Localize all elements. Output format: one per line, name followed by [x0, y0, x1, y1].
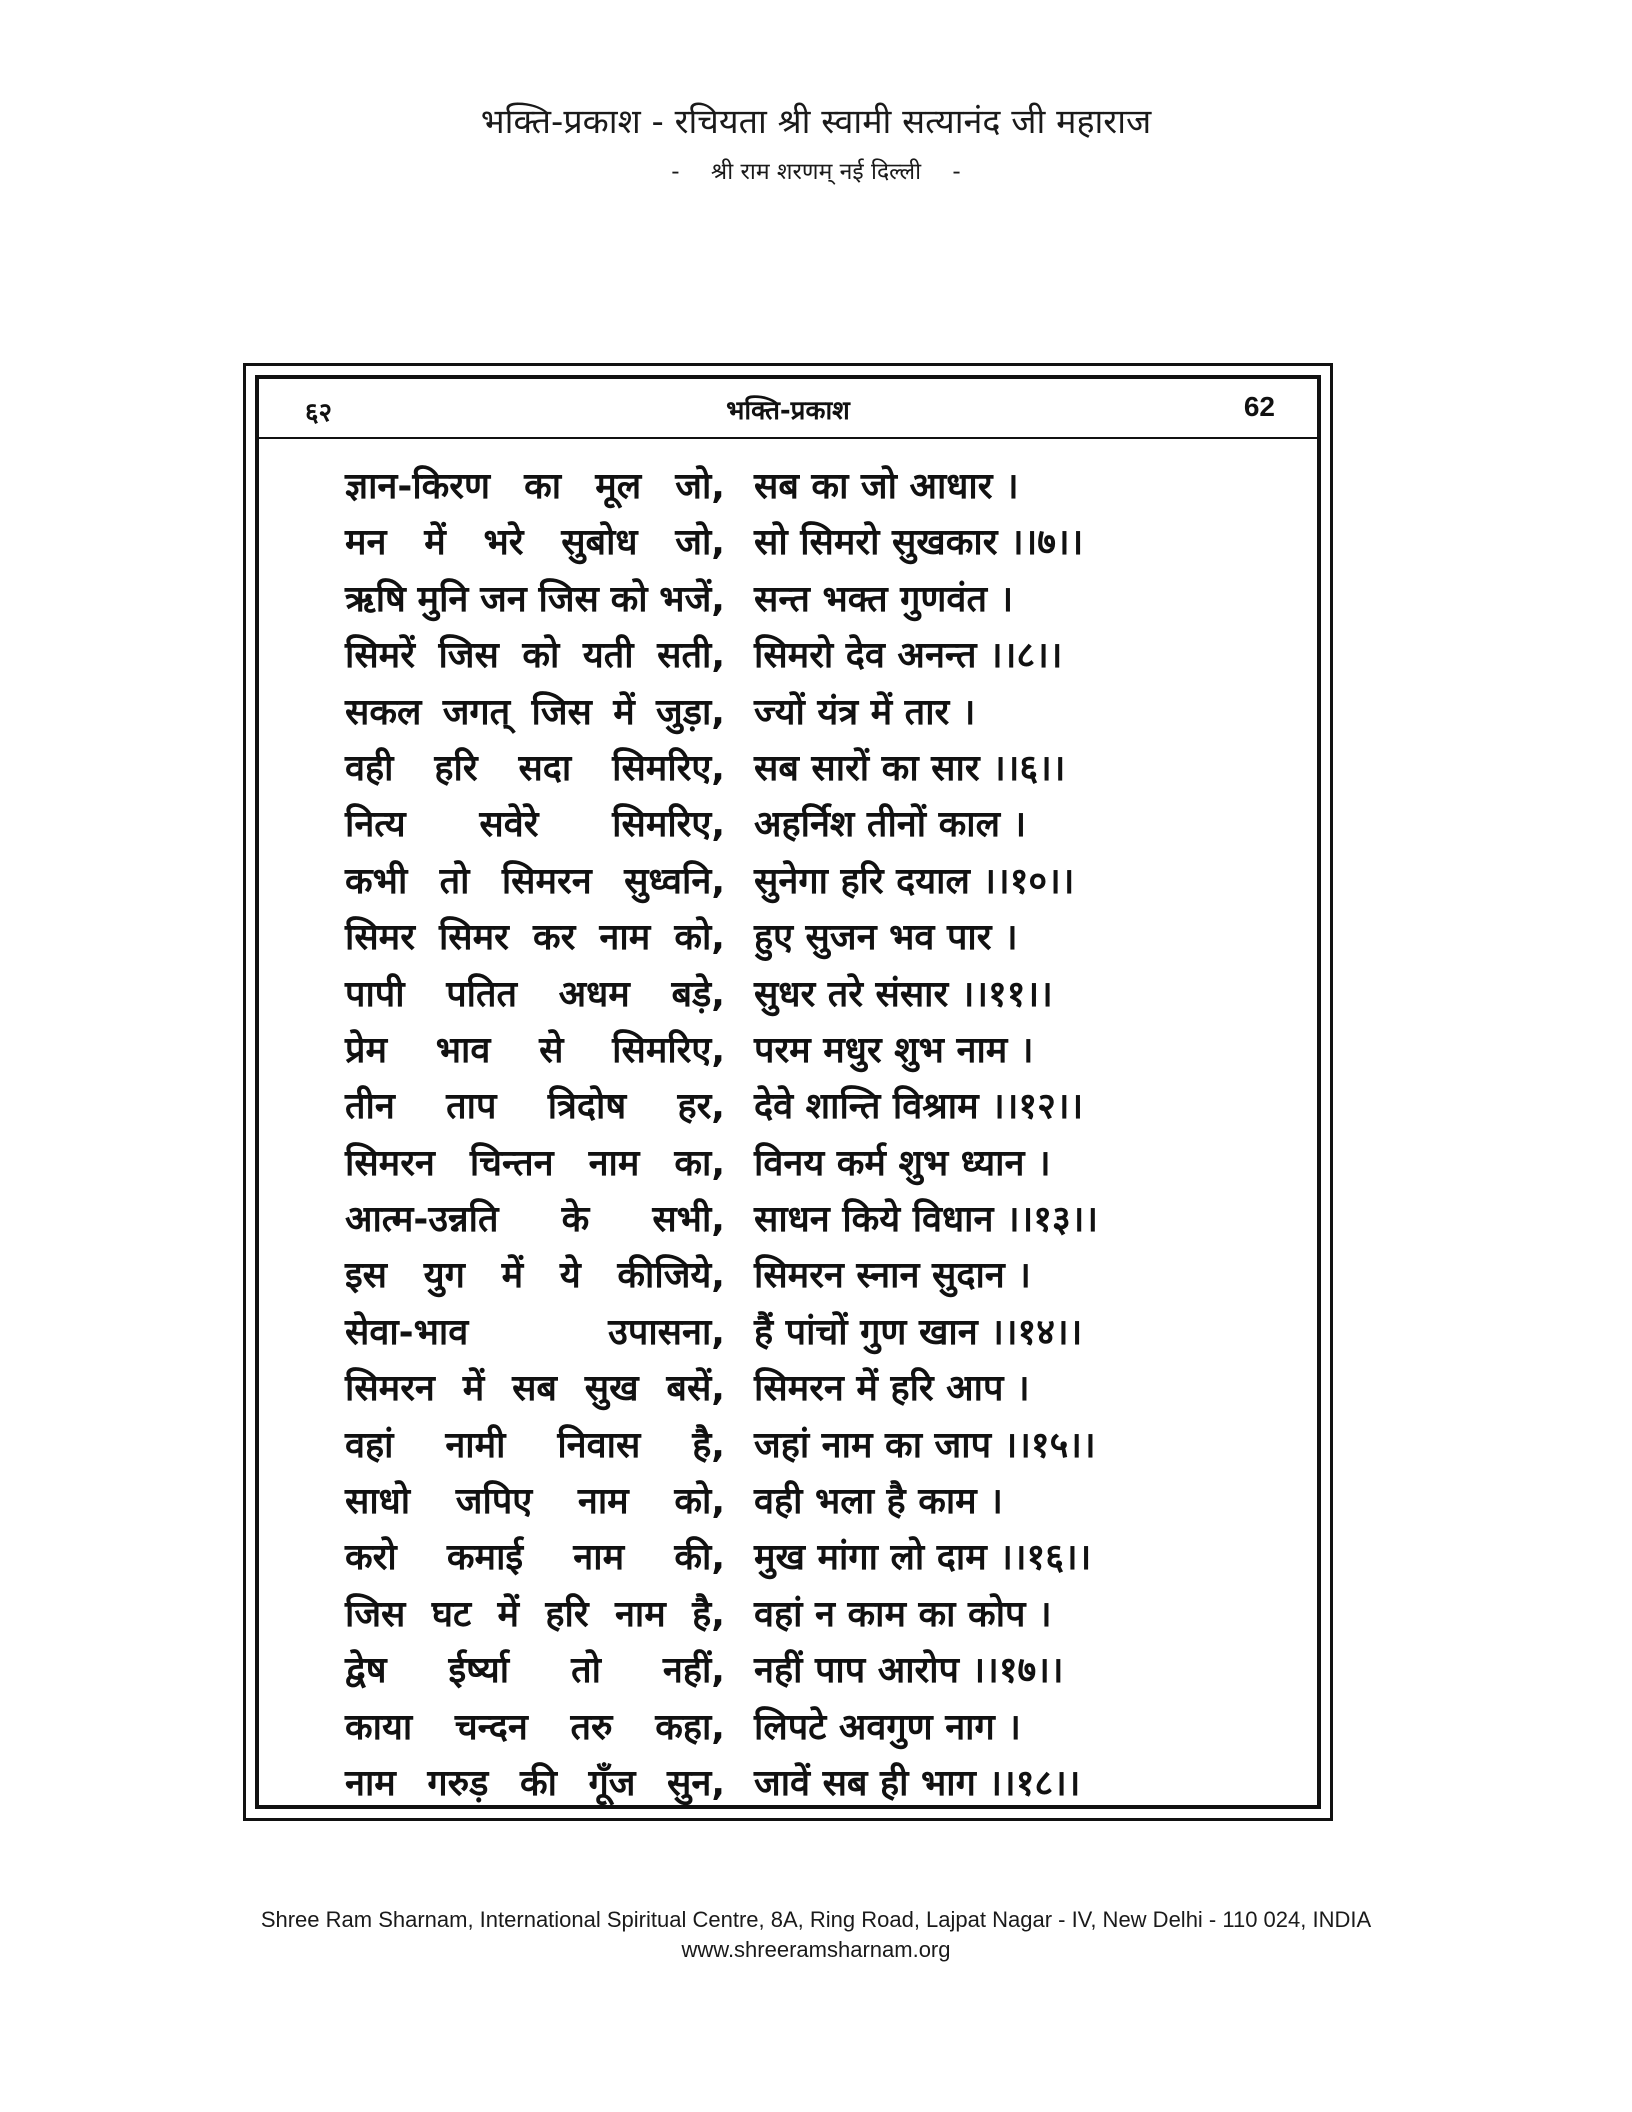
verse-second-half: सन्त भक्त गुणवंत ।	[754, 578, 1014, 620]
verse-first-half	[345, 629, 725, 678]
verse-word: सेवा-भाव	[345, 1311, 469, 1353]
verse-word: सुबोध	[561, 522, 638, 564]
verse-word: सुख	[584, 1368, 639, 1410]
verse-word: ऋषि	[345, 578, 406, 620]
verse-first-half	[345, 1644, 725, 1693]
verse-line	[259, 962, 1317, 1018]
verse-second-half: हैं पांचों गुण खान ।।१४।।	[754, 1311, 1083, 1353]
verse-first-half	[345, 573, 725, 622]
verse-second-half: देवे शान्ति विश्राम ।।१२।।	[754, 1086, 1084, 1128]
verse-word: वहां	[345, 1424, 394, 1466]
verse-second-half: अहर्निश तीनों काल ।	[754, 804, 1027, 846]
verse-word: सभी,	[652, 1199, 725, 1241]
verse-first-half	[345, 1419, 725, 1468]
verse-word: सिमरिए,	[612, 1029, 725, 1071]
verse-second-half: मुख मांगा लो दाम ।।१६।।	[754, 1537, 1092, 1579]
verse-first-half	[345, 1531, 725, 1580]
verse-word: नहीं,	[662, 1650, 725, 1692]
verse-word: में	[501, 1255, 524, 1297]
verse-second-half: ज्यों यंत्र में तार ।	[754, 691, 976, 733]
verse-word: नित्य	[345, 804, 406, 846]
verse-second-half: विनय कर्म शुभ ध्यान ।	[754, 1142, 1051, 1184]
verse-first-half	[345, 1137, 725, 1186]
verse-word: सिमरन	[345, 1368, 435, 1410]
verse-word: सिमरिए,	[612, 804, 725, 846]
verse-first-half	[345, 1306, 725, 1355]
verse-word: वही	[345, 747, 394, 789]
verse-second-half: सब का जो आधार ।	[754, 466, 1019, 507]
page-number-devanagari: ६२	[305, 398, 333, 428]
verse-word: त्रिदोष	[547, 1086, 627, 1128]
verse-second-half: लिपटे अवगुण नाग ।	[754, 1706, 1021, 1748]
page-header	[0, 100, 1632, 186]
verse-word: ये	[559, 1255, 581, 1297]
verse-first-half	[345, 1362, 725, 1411]
verse-first-half	[345, 1757, 725, 1806]
verse-word: सिमरिए,	[612, 747, 725, 789]
verse-word: हर,	[677, 1086, 725, 1128]
verse-first-half	[345, 686, 725, 735]
verse-word: निवास	[557, 1424, 641, 1466]
verse-word: जपिए	[455, 1481, 533, 1523]
verse-word: है,	[692, 1593, 725, 1635]
verse-word: को	[522, 635, 560, 677]
verse-word: कहा,	[655, 1706, 725, 1748]
verse-word: को	[610, 578, 648, 620]
verse-word: जिस	[438, 635, 499, 677]
verse-word: सुन,	[667, 1762, 725, 1804]
verse-line	[259, 1751, 1317, 1807]
subtitle-dash-right: -	[952, 159, 961, 185]
subtitle-text: श्री राम शरणम् नई दिल्ली	[710, 159, 922, 185]
verse-word: काया	[345, 1706, 413, 1748]
verse-line	[259, 1243, 1317, 1299]
verse-word: तीन	[345, 1086, 395, 1128]
verse-word: बसें,	[666, 1368, 725, 1410]
verse-word: प्रेम	[345, 1029, 388, 1071]
verse-list	[259, 454, 1317, 1807]
verse-word: ईर्ष्या	[448, 1650, 510, 1692]
verse-line	[259, 1638, 1317, 1694]
verse-word: में	[497, 1593, 520, 1635]
verse-word: करो	[345, 1537, 397, 1579]
verse-word: सब	[512, 1368, 557, 1410]
verse-line	[259, 1131, 1317, 1187]
footer-address: Shree Ram Sharnam, International Spiritual Centre, 8A, Ring Road, Lajpat Nagar - IV, New Delhi - 110 024, INDIA	[260, 1907, 1372, 1932]
verse-word: सती,	[657, 635, 725, 677]
book-page-inner-frame	[255, 375, 1321, 1809]
verse-word: नामी	[445, 1424, 506, 1466]
verse-line	[259, 849, 1317, 905]
book-running-header	[259, 379, 1317, 439]
verse-line	[259, 1018, 1317, 1074]
verse-word: आत्म-उन्नति	[345, 1199, 499, 1241]
subtitle-dash-left: -	[671, 159, 680, 185]
verse-word: साधो	[345, 1481, 411, 1523]
verse-word: जिस	[531, 691, 592, 733]
verse-second-half: साधन किये विधान ।।१३।।	[754, 1199, 1099, 1241]
verse-word: नाम	[577, 1481, 629, 1523]
verse-word: में	[462, 1368, 485, 1410]
verse-word: सवेरे	[479, 804, 539, 846]
verse-word: गरुड़	[427, 1762, 489, 1804]
verse-word: की,	[674, 1537, 725, 1579]
verse-word: कमाई	[446, 1537, 524, 1579]
verse-second-half: जावें सब ही भाग ।।१८।।	[754, 1762, 1081, 1804]
verse-word: सदा	[518, 747, 572, 789]
verse-word: सिमरन	[345, 1142, 435, 1184]
verse-first-half	[345, 516, 725, 565]
verse-word: हरि	[434, 747, 478, 789]
verse-word: द्वेष	[345, 1650, 387, 1692]
verse-second-half: परम मधुर शुभ नाम ।	[754, 1029, 1034, 1071]
verse-word: है,	[692, 1424, 725, 1466]
verse-first-half	[345, 460, 725, 509]
verse-word: में	[613, 691, 635, 733]
verse-line	[259, 510, 1317, 566]
verse-word: कर	[532, 917, 576, 959]
verse-second-half: जहां नाम का जाप ।।१५।।	[754, 1424, 1096, 1466]
verse-word: कभी	[345, 860, 408, 902]
verse-second-half: वही भला है काम ।	[754, 1481, 1003, 1523]
verse-word: नाम	[573, 1537, 625, 1579]
verse-first-half	[345, 1588, 725, 1637]
running-title: भक्ति-प्रकाश	[726, 396, 850, 426]
page-number: 62	[1243, 391, 1275, 422]
verse-word: मन	[345, 522, 387, 564]
verse-word: पापी	[345, 973, 405, 1015]
verse-word: को,	[674, 1481, 725, 1523]
verse-first-half	[345, 1193, 725, 1242]
verse-word: उपासना,	[608, 1311, 725, 1353]
verse-second-half: सुनेगा हरि दयाल ।।१०।।	[754, 860, 1075, 902]
verse-second-half: सब सारों का सार ।।६।।	[754, 747, 1066, 789]
verse-word: हरि	[545, 1593, 589, 1635]
verse-word: पतित	[446, 973, 517, 1015]
verse-word: सिमर	[345, 917, 415, 959]
verse-word: नाम	[614, 1593, 666, 1635]
verse-first-half	[345, 1024, 725, 1073]
verse-word: जिस	[345, 1593, 406, 1635]
verse-word: युग	[423, 1255, 465, 1297]
verse-second-half: सिमरन में हरि आप ।	[754, 1368, 1030, 1410]
verse-word: जन	[480, 578, 527, 620]
verse-line	[259, 1695, 1317, 1751]
verse-word: घट	[431, 1593, 472, 1635]
verse-first-half	[345, 798, 725, 847]
verse-word: भजें,	[659, 578, 725, 620]
verse-word: जुड़ा,	[656, 691, 725, 733]
document-subtitle	[0, 154, 1632, 186]
verse-first-half	[345, 855, 725, 904]
verse-line	[259, 1413, 1317, 1469]
verse-word: यती	[582, 635, 634, 677]
verse-second-half: सिमरन स्नान सुदान ।	[754, 1255, 1031, 1297]
verse-word: नाम	[588, 1142, 640, 1184]
verse-second-half: सो सिमरो सुखकार ।।७।।	[754, 522, 1084, 564]
verse-word: ज्ञान-किरण	[345, 466, 491, 507]
page-footer	[0, 1905, 1632, 1965]
verse-word: भरे	[483, 522, 524, 564]
verse-word: तो	[571, 1650, 601, 1692]
verse-word: से	[539, 1029, 564, 1071]
verse-word: का	[524, 466, 562, 507]
verse-line	[259, 567, 1317, 623]
footer-website: www.shreeramsharnam.org	[681, 1937, 951, 1962]
verse-word: कीजिये,	[617, 1255, 725, 1297]
verse-first-half	[345, 968, 725, 1017]
verse-second-half: हुए सुजन भव पार ।	[754, 917, 1018, 959]
verse-word: तरु	[570, 1706, 613, 1748]
verse-line	[259, 1525, 1317, 1581]
verse-word: नाम	[345, 1762, 396, 1804]
verse-word: ताप	[446, 1086, 497, 1128]
verse-word: सिमर	[438, 917, 509, 959]
verse-word: जगत्	[442, 691, 511, 733]
verse-second-half: नहीं पाप आरोप ।।१७।।	[754, 1650, 1064, 1692]
verse-word: मूल	[595, 466, 642, 507]
verse-word: की	[519, 1762, 557, 1804]
verse-first-half	[345, 1249, 725, 1298]
verse-word: मुनि	[417, 578, 469, 620]
verse-line	[259, 623, 1317, 679]
verse-word: के	[561, 1199, 590, 1241]
verse-word: सिमरन	[501, 860, 592, 902]
verse-word: सुध्वनि,	[624, 860, 725, 902]
verse-word: जो,	[675, 466, 725, 507]
verse-word: में	[424, 522, 446, 564]
verse-second-half: वहां न काम का कोप ।	[754, 1593, 1052, 1635]
verse-word: इस	[345, 1255, 388, 1297]
verse-line	[259, 1582, 1317, 1638]
verse-second-half: सुधर तरे संसार ।।११।।	[754, 973, 1053, 1015]
verse-word: चन्दन	[454, 1706, 528, 1748]
verse-word: जिस	[538, 578, 599, 620]
verse-second-half: सिमरो देव अनन्त ।।८।।	[754, 635, 1063, 677]
verse-line	[259, 792, 1317, 848]
verse-word: गूँज	[588, 1762, 636, 1804]
verse-word: भाव	[435, 1029, 491, 1071]
verse-line	[259, 680, 1317, 736]
verse-first-half	[345, 1701, 725, 1750]
verse-line	[259, 454, 1317, 510]
verse-first-half	[345, 1080, 725, 1129]
verse-word: बड़े,	[671, 973, 725, 1015]
verse-word: चिन्तन	[469, 1142, 554, 1184]
verse-first-half	[345, 1475, 725, 1524]
verse-line	[259, 1187, 1317, 1243]
verse-first-half	[345, 911, 725, 960]
verse-line	[259, 1356, 1317, 1412]
verse-word: सिमरें	[345, 635, 415, 677]
verse-first-half	[345, 742, 725, 791]
book-page-frame	[243, 363, 1333, 1821]
verse-word: का,	[674, 1142, 725, 1184]
verse-line	[259, 736, 1317, 792]
verse-word: जो,	[675, 522, 725, 564]
verse-word: तो	[439, 860, 470, 902]
document-title: भक्ति-प्रकाश - रचियता श्री स्वामी सत्यानंद जी महाराज	[480, 102, 1152, 142]
verse-word: सकल	[345, 691, 422, 733]
verse-word: को,	[674, 917, 725, 959]
verse-line	[259, 1074, 1317, 1130]
verse-line	[259, 1469, 1317, 1525]
verse-word: नाम	[599, 917, 651, 959]
verse-word: अधम	[558, 973, 630, 1015]
verse-line	[259, 905, 1317, 961]
verse-line	[259, 1300, 1317, 1356]
